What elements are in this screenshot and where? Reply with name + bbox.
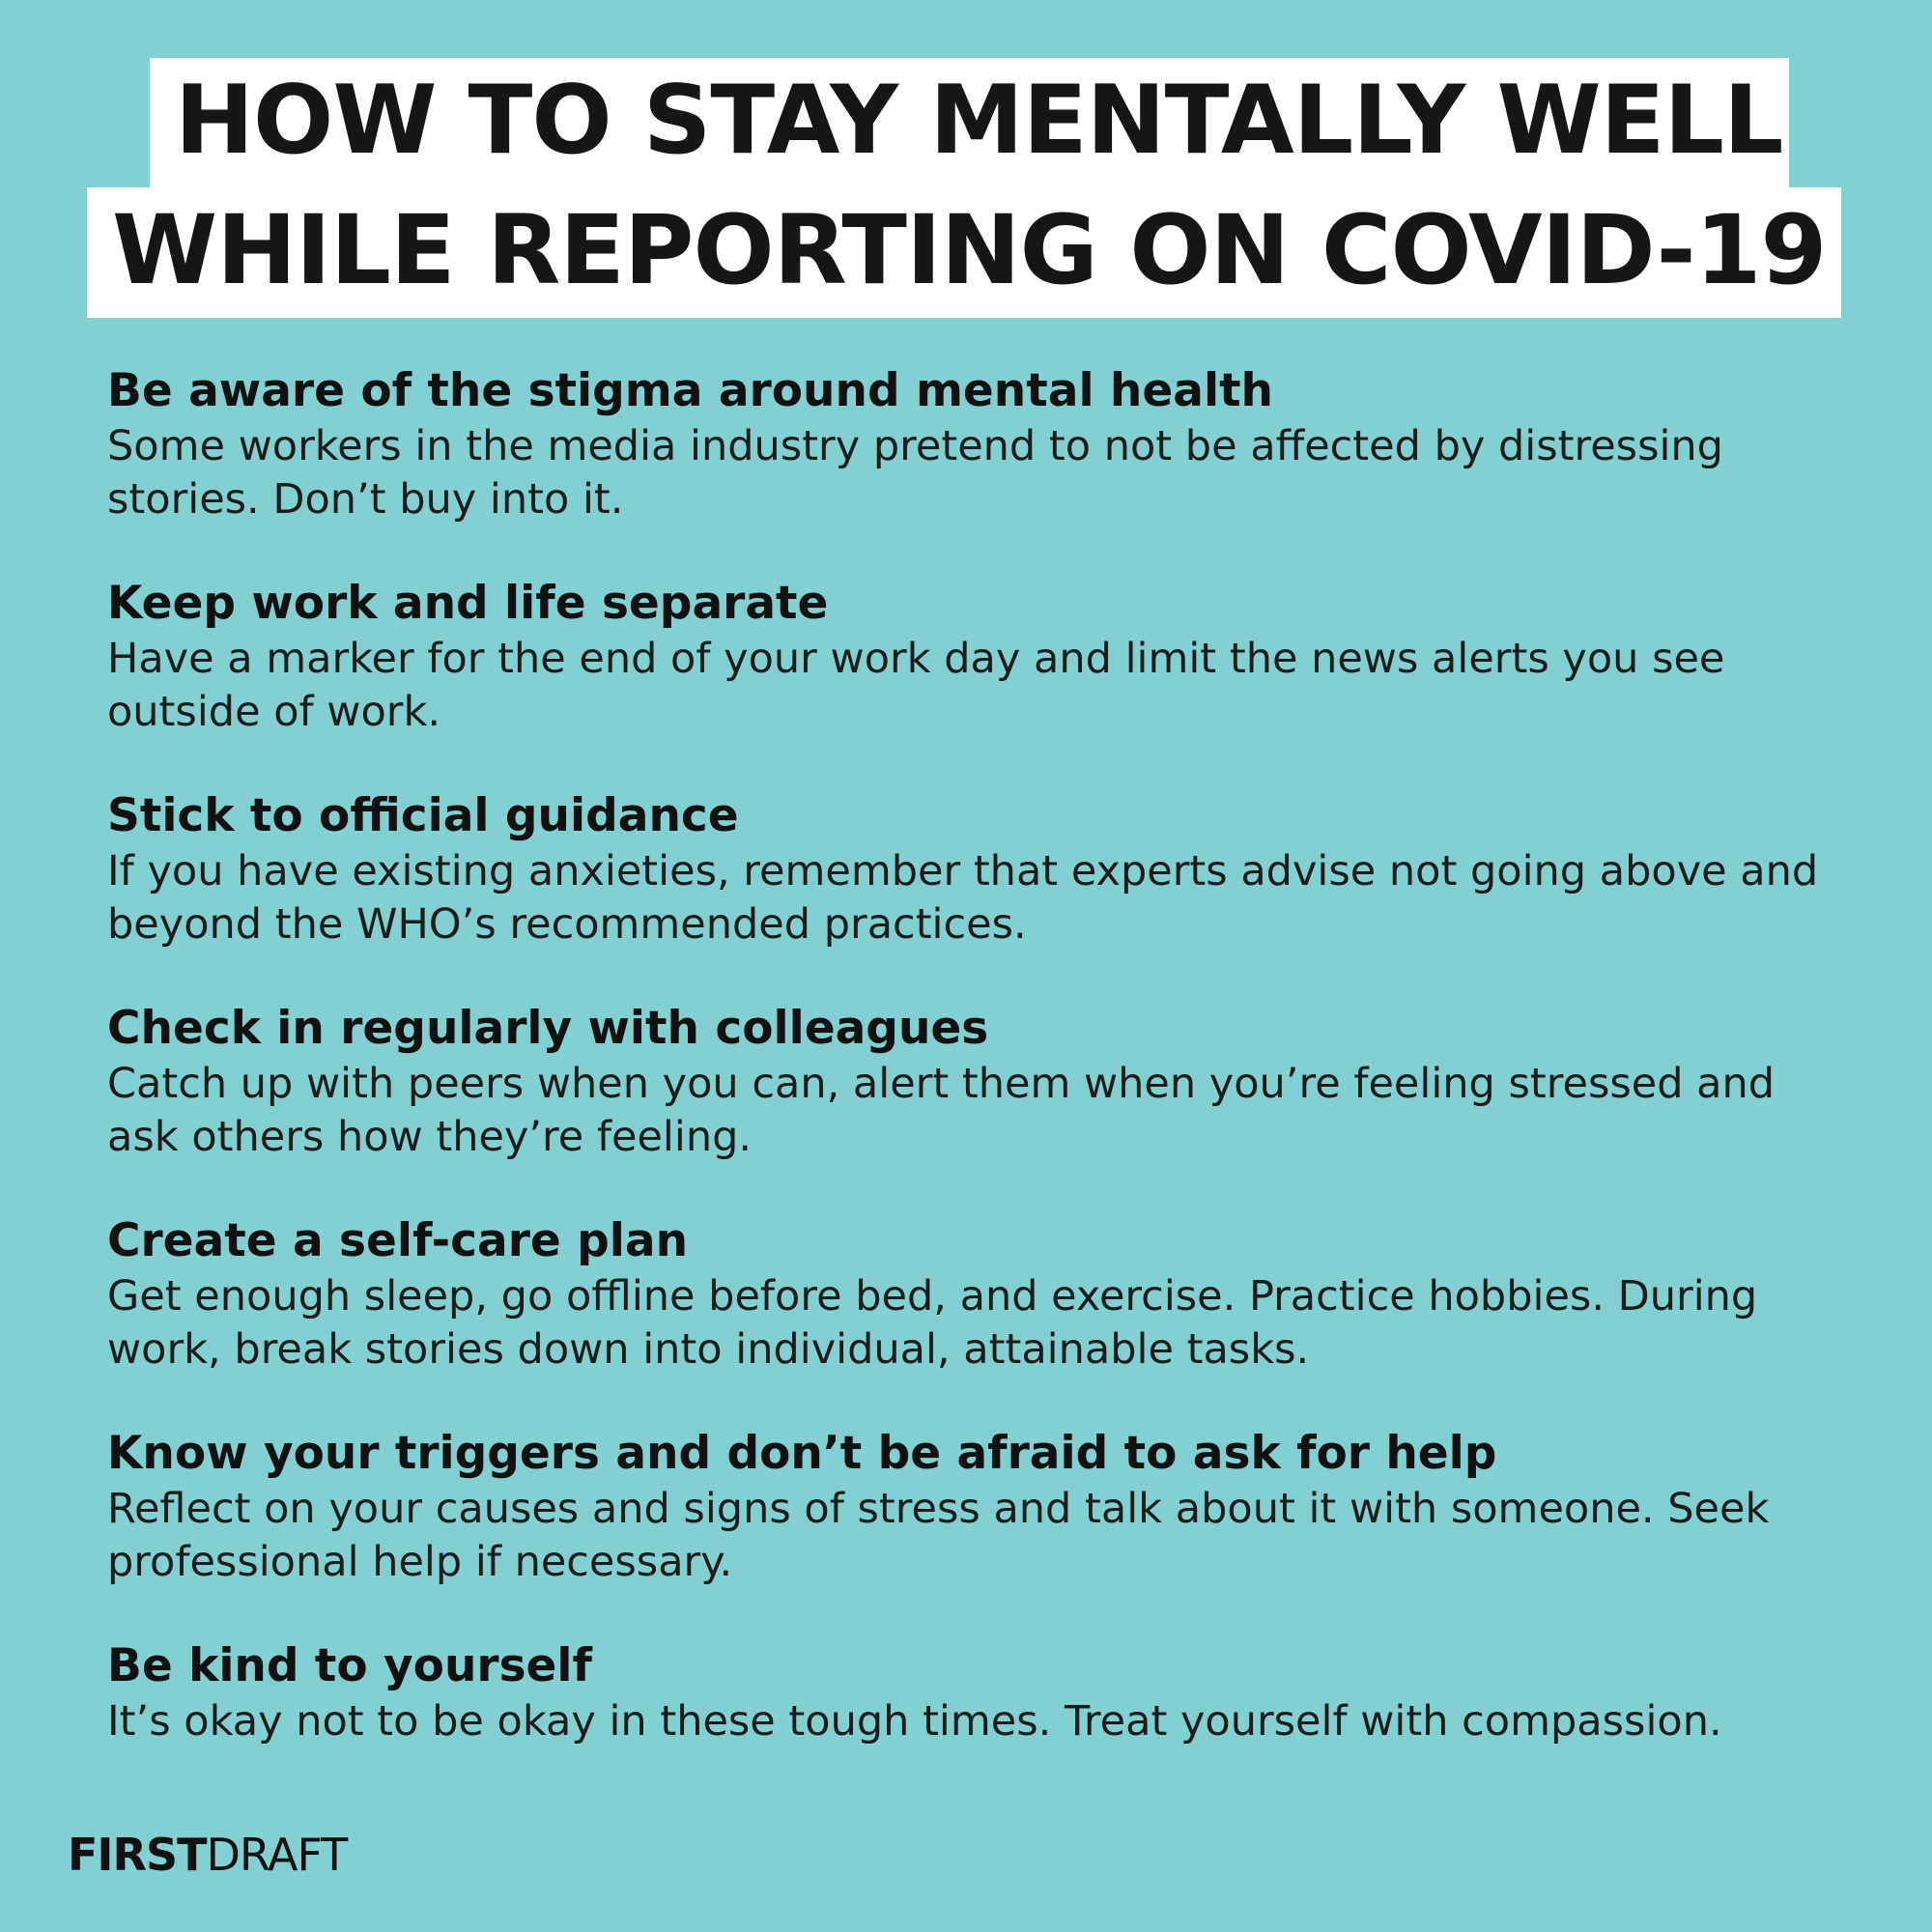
firstdraft-logo bbox=[68, 1828, 347, 1882]
tip-kindness bbox=[107, 1637, 1836, 1850]
tip-body: Reflect on your causes and signs of stress and talk about it with someone. Seek professional help if necessary. bbox=[107, 1485, 1770, 1586]
logo-light-part: DRAFT bbox=[206, 1829, 348, 1881]
tip-work-life bbox=[107, 575, 1836, 787]
title-line-1: HOW TO STAY MENTALLY WELL bbox=[150, 58, 1789, 188]
tips-list bbox=[107, 362, 1836, 1850]
tip-body: Some workers in the media industry pretend to not be affected by distressing stories. Don’t buy into it. bbox=[107, 422, 1723, 524]
logo-bold-part: FIRST bbox=[68, 1829, 207, 1881]
tip-body: Have a marker for the end of your work day and limit the news alerts you see outside of work. bbox=[107, 635, 1725, 736]
tip-stigma bbox=[107, 362, 1836, 575]
tip-colleagues bbox=[107, 1000, 1836, 1212]
tip-heading: Be aware of the stigma around mental health bbox=[107, 364, 1274, 417]
tip-body: Catch up with peers when you can, alert them when you’re feeling stressed and ask others how they’re feeling. bbox=[107, 1060, 1776, 1161]
tip-body: If you have existing anxieties, remember that experts advise not going above and beyond the WHO’s recommended practices. bbox=[107, 847, 1819, 949]
tip-triggers bbox=[107, 1425, 1836, 1637]
title-line-2: WHILE REPORTING ON COVID-19 bbox=[87, 187, 1841, 318]
tip-heading: Stick to official guidance bbox=[107, 789, 739, 842]
tip-self-care bbox=[107, 1212, 1836, 1425]
tip-body: It’s okay not to be okay in these tough times. Treat yourself with compassion. bbox=[107, 1697, 1722, 1746]
tip-heading: Know your triggers and don’t be afraid to ask for help bbox=[107, 1427, 1497, 1480]
tip-body: Get enough sleep, go offline before bed, and exercise. Practice hobbies. During work, break stories down into individual, attainable tasks. bbox=[107, 1272, 1758, 1374]
tip-heading: Create a self-care plan bbox=[107, 1214, 689, 1267]
tip-heading: Keep work and life separate bbox=[107, 577, 829, 630]
tip-heading: Be kind to yourself bbox=[107, 1639, 592, 1692]
tip-heading: Check in regularly with colleagues bbox=[107, 1002, 989, 1055]
tip-official-guidance bbox=[107, 787, 1836, 1000]
